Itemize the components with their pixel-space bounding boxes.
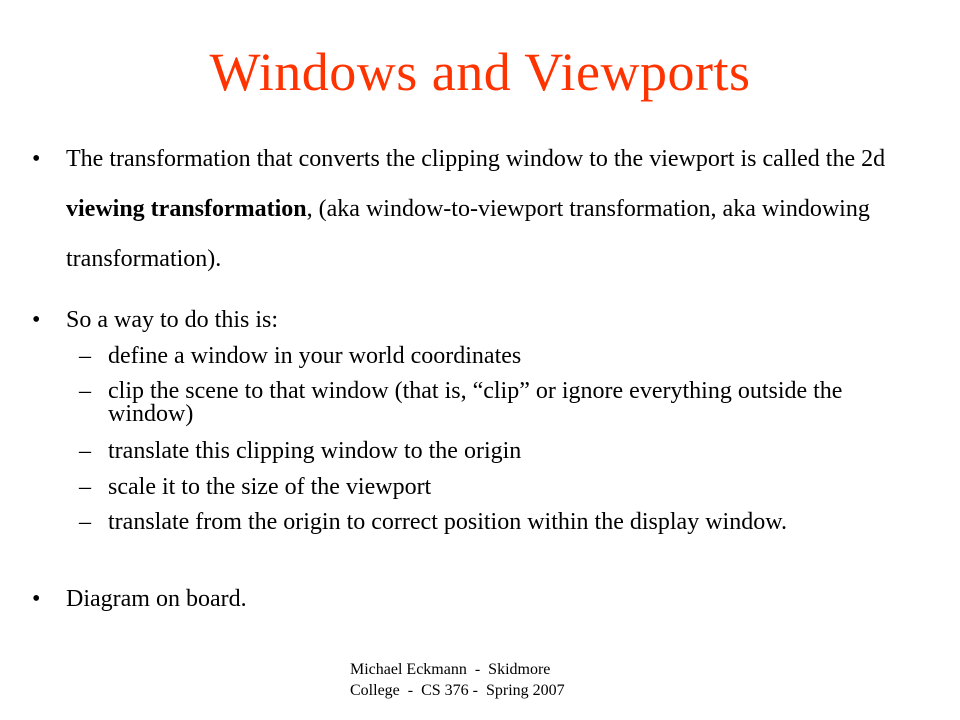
bullet-bold-term: viewing transformation (66, 196, 307, 222)
sub-item-text: clip the scene to that window (that is, “clip” or ignore everything outside the window) (108, 378, 843, 427)
slide-title: Windows and Viewports (209, 42, 751, 102)
bullet-marker: • (32, 307, 41, 333)
sub-item-marker: – (79, 378, 91, 404)
sub-item-marker: – (79, 509, 91, 535)
sub-item-5 (79, 511, 899, 534)
bullet-item-2 (32, 305, 922, 335)
bullet-item-1 (32, 146, 922, 284)
sub-item-marker: – (79, 343, 91, 369)
bullet-text-after: , (aka window-to-viewport transformation, aka windowing transformation). (66, 196, 870, 272)
sub-item-marker: – (79, 438, 91, 464)
bullet-marker: • (32, 146, 41, 172)
footer-line-2: College - CS 376 - Spring 2007 (350, 682, 565, 699)
slide-footer (350, 659, 565, 701)
sub-item-1 (79, 345, 899, 368)
sub-item-text: translate from the origin to correct position within the display window. (108, 509, 787, 535)
sub-item-2 (79, 380, 899, 426)
bullet-text (66, 134, 922, 284)
bullet-item-3 (32, 584, 922, 614)
sub-item-marker: – (79, 474, 91, 500)
bullet-text: Diagram on board. (66, 586, 247, 612)
sub-item-text: scale it to the size of the viewport (108, 474, 432, 500)
sub-item-text: translate this clipping window to the origin (108, 438, 522, 464)
bullet-text: So a way to do this is: (66, 307, 279, 333)
sub-item-3 (79, 440, 899, 463)
bullet-marker: • (32, 586, 41, 612)
bullet-text-before: The transformation that converts the clipping window to the viewport is called the 2d (66, 146, 886, 172)
sub-item-4 (79, 476, 899, 499)
sub-item-text: define a window in your world coordinates (108, 343, 522, 369)
footer-line-1: Michael Eckmann - Skidmore (350, 661, 551, 678)
